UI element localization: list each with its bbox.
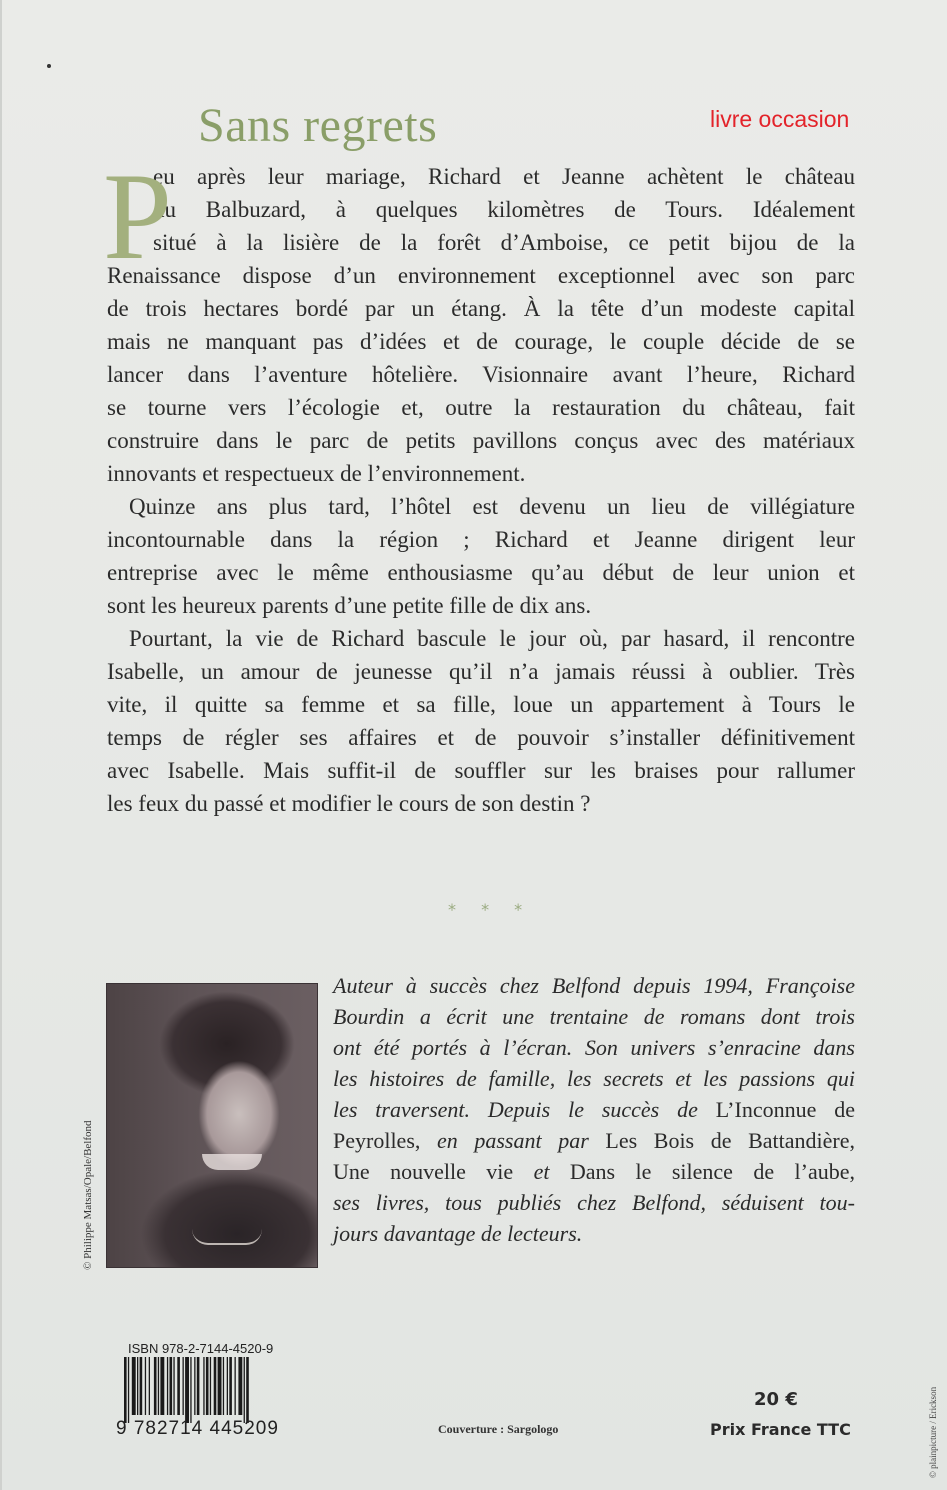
barcode-bar — [124, 1357, 127, 1423]
bio-line — [333, 1187, 855, 1218]
author-photo — [106, 983, 318, 1268]
barcode-bar — [167, 1357, 168, 1415]
barcode-bar — [173, 1357, 174, 1415]
synopsis-line: du Balbuzard, à quelques kilomètres de Tours. Idéalement — [153, 197, 855, 222]
barcode-bar — [160, 1357, 164, 1415]
barcode — [124, 1357, 289, 1423]
barcode-bar — [227, 1357, 228, 1415]
barcode-bar — [235, 1357, 236, 1415]
barcode-bar — [183, 1357, 184, 1415]
synopsis-line: Renaissance dispose d’un environnement exceptionnel avec son parc — [107, 263, 855, 288]
barcode-bar — [145, 1357, 146, 1415]
book-title-ref: Dans le silence de l’aube, — [569, 1159, 856, 1184]
cover-photo-credit: © plainpicture / Erickson — [928, 1386, 938, 1478]
barcode-bar — [149, 1357, 150, 1415]
barcode-bar — [177, 1357, 180, 1415]
author-bio — [333, 970, 855, 1249]
book-title: Sans regrets — [198, 99, 438, 152]
barcode-bar — [244, 1357, 245, 1423]
barcode-bar — [203, 1357, 204, 1415]
barcode-bar — [210, 1357, 211, 1415]
book-title-ref: Une nouvelle vie — [333, 1159, 514, 1184]
synopsis-line: Isabelle, un amour de jeunesse qu’il n’a jamais réussi à oublier. Très — [107, 659, 855, 684]
synopsis-line: mais ne manquant pas d’idées et de courage, le couple décide de se — [107, 329, 855, 354]
barcode-bar — [137, 1357, 138, 1415]
synopsis-line: vite, il quitte sa femme et sa fille, loue un appartement à Tours le — [107, 692, 855, 717]
barcode-bar — [190, 1357, 191, 1423]
bio-text: les histoires de famille, les secrets et les passions qui — [333, 1066, 855, 1091]
photo-credit: © Philippe Matsas/Opale/Belfond — [82, 1120, 94, 1270]
synopsis-line: temps de régler ses affaires et de pouvoir s’installer définitivement — [107, 725, 855, 750]
bio-text: en passant par — [437, 1128, 589, 1153]
barcode-bar — [223, 1357, 224, 1415]
book-title-ref: L’Inconnue de — [715, 1097, 856, 1122]
barcode-bar — [128, 1357, 129, 1423]
barcode-bar — [158, 1357, 159, 1415]
barcode-bar — [140, 1357, 143, 1415]
bio-text: ont été portés à l’écran. Son univers s’enracine dans — [333, 1035, 855, 1060]
cover-credit: Couverture : Sargologo — [438, 1422, 559, 1436]
barcode-bar — [214, 1357, 217, 1415]
bio-text: Bourdin a écrit une trentaine de romans dont trois — [333, 1004, 855, 1029]
barcode-bar — [229, 1357, 232, 1415]
barcode-bar — [197, 1357, 200, 1415]
barcode-bar — [132, 1357, 136, 1415]
isbn-label: ISBN 978-2-7144-4520-9 — [128, 1341, 274, 1356]
synopsis-line: situé à la lisière de la forêt d’Amboise, ce petit bijou de la — [153, 230, 855, 255]
synopsis-line: Quinze ans plus tard, l’hôtel est devenu un lieu de villégiature — [129, 494, 855, 519]
bio-text: les traversent. Depuis le succès de — [333, 1097, 698, 1122]
barcode-bar — [206, 1357, 209, 1415]
bio-line — [333, 970, 855, 1001]
price-label: Prix France TTC — [710, 1420, 851, 1439]
dust-speck — [47, 64, 51, 68]
barcode-bar — [218, 1357, 222, 1415]
bio-text: ses livres, tous publiés chez Belfond, séduisent tou- — [333, 1190, 855, 1215]
drop-cap: P — [103, 148, 172, 285]
synopsis-line: eu après leur mariage, Richard et Jeanne achètent le château — [153, 164, 855, 189]
barcode-bar — [154, 1357, 157, 1415]
synopsis-line: innovants et respectueux de l’environnement. — [107, 461, 526, 486]
synopsis-line: sont les heureux parents d’une petite fille de dix ans. — [107, 593, 592, 618]
barcode-bar — [238, 1357, 242, 1415]
bio-line — [333, 1001, 855, 1032]
bio-line — [333, 1094, 855, 1125]
used-book-tag: livre occasion — [710, 106, 850, 132]
synopsis-line: entreprise avec le même enthousiasme qu’au début de leur union et — [107, 560, 855, 585]
synopsis-line: lancer dans l’aventure hôtelière. Visionnaire avant l’heure, Richard — [107, 362, 855, 387]
smile-highlight — [202, 1154, 262, 1170]
synopsis-line: se tourne vers l’écologie et, outre la restauration du château, fait — [107, 395, 855, 420]
book-title-ref: Peyrolles, — [333, 1128, 421, 1153]
cover-edge — [0, 0, 2, 1490]
necklace — [192, 1229, 262, 1245]
book-title-ref: Les Bois de Battandière, — [605, 1128, 855, 1153]
synopsis-line: de trois hectares bordé par un étang. À la tête d’un modeste capital — [107, 296, 855, 321]
synopsis — [103, 148, 855, 820]
synopsis-line: les feux du passé et modifier le cours de son destin ? — [107, 791, 591, 816]
barcode-bar — [194, 1357, 195, 1415]
synopsis-line: construire dans le parc de petits pavillons conçus avec des matériaux — [107, 428, 855, 453]
bio-text: et — [533, 1159, 550, 1184]
bio-line — [333, 1125, 855, 1156]
synopsis-line: incontournable dans la région ; Richard et Jeanne dirigent leur — [107, 527, 855, 552]
barcode-digits: 9 782714 445209 — [116, 1418, 279, 1439]
section-separator: * * * — [448, 900, 533, 919]
bio-line — [333, 1063, 855, 1094]
synopsis-line: avec Isabelle. Mais suffit-il de souffler sur les braises pour rallumer — [107, 758, 855, 783]
synopsis-line: Pourtant, la vie de Richard bascule le jour où, par hasard, il rencontre — [129, 626, 855, 651]
bio-line — [333, 1156, 855, 1187]
barcode-bar — [246, 1357, 249, 1423]
barcode-bar — [185, 1357, 189, 1423]
bio-text: jours davantage de lecteurs. — [333, 1221, 583, 1246]
bio-text: Auteur à succès chez Belfond depuis 1994, Françoise — [333, 973, 855, 998]
barcode-bar — [170, 1357, 173, 1415]
bio-line — [333, 1032, 855, 1063]
bio-line — [333, 1218, 855, 1249]
price: 20 € — [754, 1389, 798, 1410]
